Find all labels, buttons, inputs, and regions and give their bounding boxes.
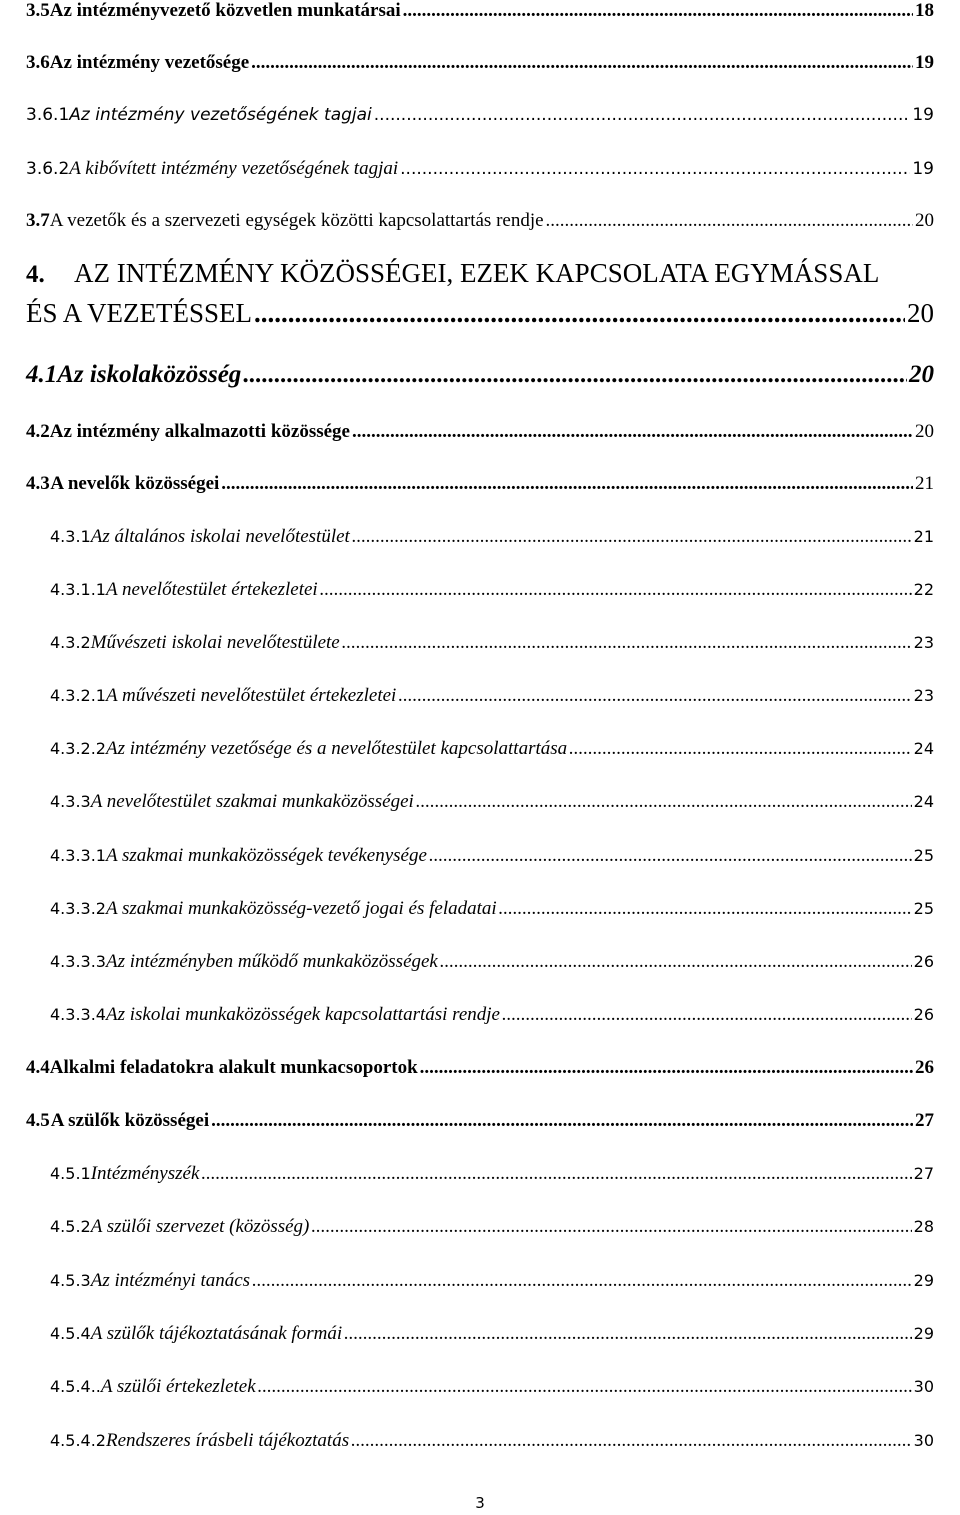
toc-leader-dots xyxy=(311,1216,911,1238)
toc-entry-3-6[interactable] xyxy=(26,52,934,74)
toc-title: Az intézmény alkalmazotti közössége xyxy=(49,421,350,442)
toc-page: 29 xyxy=(913,1271,934,1290)
toc-entry-4-line1[interactable] xyxy=(26,258,934,289)
toc-entry-4-3-1-1[interactable] xyxy=(50,579,934,601)
toc-page: 24 xyxy=(913,739,934,758)
toc-title-continued: ÉS A VEZETÉSSEL xyxy=(26,298,253,328)
toc-entry-4-3-3-1[interactable] xyxy=(50,845,934,867)
toc-page: 19 xyxy=(915,52,934,73)
toc-entry-4-3-2-2[interactable] xyxy=(50,738,934,760)
toc-title: A nevelőtestület értekezletei xyxy=(105,579,318,600)
toc-entry-3-6-2[interactable] xyxy=(26,158,934,180)
toc-leader-dots xyxy=(546,210,913,232)
toc-leader-dots xyxy=(221,473,913,495)
toc-leader-dots xyxy=(258,1376,912,1398)
toc-number: 4.5.1 xyxy=(50,1164,91,1183)
toc-number: 4. xyxy=(26,261,45,288)
toc-number: 3.6.2 xyxy=(26,159,70,179)
toc-entry-3-7[interactable] xyxy=(26,210,934,232)
toc-leader-dots xyxy=(400,159,910,179)
toc-page: 22 xyxy=(913,580,934,599)
toc-leader-dots xyxy=(342,632,912,654)
toc-page: 27 xyxy=(915,1110,934,1131)
toc-page: 20 xyxy=(909,361,934,388)
toc-number: 4.5.4 xyxy=(50,1324,91,1343)
toc-leader-dots xyxy=(420,1057,913,1079)
toc-title: Az iskolaközösség xyxy=(57,361,242,388)
toc-title: A kibővített intézmény vezetőségének tagjai xyxy=(69,158,399,179)
toc-leader-dots xyxy=(440,951,912,973)
toc-title: Művészeti iskolai nevelőtestülete xyxy=(90,632,340,653)
toc-title: Az általános iskolai nevelőtestület xyxy=(90,526,350,547)
toc-number: 3.6 xyxy=(26,52,50,73)
toc-title: A vezetők és a szervezeti egységek közötti kapcsolattartás rendje xyxy=(49,210,544,231)
toc-number: 4.3.3.2 xyxy=(50,899,106,918)
toc-number: 4.4 xyxy=(26,1057,50,1078)
toc-page: 27 xyxy=(913,1164,934,1183)
toc-leader-dots xyxy=(320,579,912,601)
toc-number: 4.3.3 xyxy=(50,792,91,811)
toc-number: 4.5.2 xyxy=(50,1217,91,1236)
toc-page: 25 xyxy=(913,846,934,865)
toc-leader-dots xyxy=(211,1110,913,1132)
toc-leader-dots xyxy=(374,105,911,125)
toc-leader-dots xyxy=(429,845,912,867)
toc-entry-4-line2[interactable] xyxy=(26,298,934,329)
toc-entry-4-3-3-3[interactable] xyxy=(50,951,934,973)
toc-page: 23 xyxy=(913,633,934,652)
toc-entry-4-4[interactable] xyxy=(26,1057,934,1079)
toc-entry-4-2[interactable] xyxy=(26,421,934,443)
toc-page: 20 xyxy=(907,298,934,328)
toc-number: 3.5 xyxy=(26,0,50,21)
toc-number: 4.3.3.1 xyxy=(50,846,106,865)
toc-page: 30 xyxy=(913,1377,934,1396)
toc-entry-4-5-2[interactable] xyxy=(50,1216,934,1238)
toc-entry-4-3-3-2[interactable] xyxy=(50,898,934,920)
toc-title: A szülői értekezletek xyxy=(100,1376,256,1397)
toc-leader-dots xyxy=(344,1323,912,1345)
toc-entry-4-3-3-4[interactable] xyxy=(50,1004,934,1026)
toc-leader-dots xyxy=(201,1163,911,1185)
toc-title: Az iskolai munkaközösségek kapcsolattartási rendje xyxy=(105,1004,500,1025)
toc-number: 4.5.3 xyxy=(50,1271,91,1290)
toc-leader-dots xyxy=(351,1430,912,1452)
toc-entry-4-3[interactable] xyxy=(26,473,934,495)
toc-page: 28 xyxy=(913,1217,934,1236)
toc-entry-4-5[interactable] xyxy=(26,1110,934,1132)
toc-entry-4-5-1[interactable] xyxy=(50,1163,934,1185)
toc-page: 29 xyxy=(913,1324,934,1343)
toc-entry-4-5-4-1[interactable] xyxy=(50,1376,934,1398)
toc-number: 4.3.2 xyxy=(50,633,91,652)
toc-entry-3-6-1[interactable] xyxy=(26,105,934,125)
toc-title: A nevelők közösségei xyxy=(50,473,220,494)
toc-page: 19 xyxy=(912,105,934,125)
toc-page: 21 xyxy=(913,527,934,546)
toc-leader-dots xyxy=(352,421,913,443)
toc-title: A szülők közösségei xyxy=(50,1110,210,1131)
toc-number: 4.5.4.2 xyxy=(50,1431,106,1450)
toc-title: Az intézmény vezetőségének tagjai xyxy=(69,105,372,125)
toc-title: A szakmai munkaközösségek tevékenysége xyxy=(105,845,427,866)
toc-page: 20 xyxy=(915,210,934,231)
toc-entry-4-3-2-1[interactable] xyxy=(50,685,934,707)
toc-entry-4-5-4-2[interactable] xyxy=(50,1430,934,1452)
toc-title: A nevelőtestület szakmai munkaközösségei xyxy=(90,791,414,812)
toc-number: 4.3.3.3 xyxy=(50,952,106,971)
toc-title: Az intézmény vezetősége és a nevelőtestület kapcsolattartása xyxy=(105,738,568,759)
toc-page: 25 xyxy=(913,899,934,918)
toc-leader-dots xyxy=(569,738,912,760)
toc-title: A szakmai munkaközösség-vezető jogai és feladatai xyxy=(105,898,497,919)
toc-leader-dots xyxy=(352,526,912,548)
toc-title: Az intézményben működő munkaközösségek xyxy=(105,951,438,972)
toc-leader-dots xyxy=(254,298,905,329)
toc-number: 4.5 xyxy=(26,1110,50,1131)
toc-title: A művészeti nevelőtestület értekezletei xyxy=(105,685,397,706)
toc-title: Rendszeres írásbeli tájékoztatás xyxy=(105,1430,350,1451)
toc-title: Az intézményi tanács xyxy=(90,1270,251,1291)
toc-entry-4-5-3[interactable] xyxy=(50,1270,934,1292)
toc-entry-3-5[interactable] xyxy=(26,0,934,22)
toc-leader-dots xyxy=(398,685,911,707)
toc-title: AZ INTÉZMÉNY KÖZÖSSÉGEI, EZEK KAPCSOLATA EGYMÁSSAL xyxy=(74,258,880,288)
toc-leader-dots xyxy=(403,0,913,22)
toc-page: 21 xyxy=(915,473,934,494)
page-number: 3 xyxy=(475,1494,485,1512)
toc-leader-dots xyxy=(499,898,912,920)
toc-number: 4.3.1.1 xyxy=(50,580,106,599)
toc-number: 4.2 xyxy=(26,421,50,442)
toc-number: 4.3.1 xyxy=(50,527,91,546)
toc-page: 30 xyxy=(913,1431,934,1450)
toc-number: 4.3 xyxy=(26,473,50,494)
toc-page: 20 xyxy=(915,421,934,442)
toc-number: 4.3.2.1 xyxy=(50,686,106,705)
toc-leader-dots xyxy=(502,1004,912,1026)
toc-title: Intézményszék xyxy=(90,1163,200,1184)
toc-leader-dots xyxy=(243,361,907,389)
toc-page: 18 xyxy=(915,0,934,21)
toc-page: 23 xyxy=(913,686,934,705)
toc-entry-4-3-1[interactable] xyxy=(50,526,934,548)
toc-entry-4-5-4[interactable] xyxy=(50,1323,934,1345)
toc-page: 26 xyxy=(915,1057,934,1078)
toc-entry-4-3-3[interactable] xyxy=(50,791,934,813)
toc-leader-dots xyxy=(252,1270,912,1292)
toc-number: 4.3.3.4 xyxy=(50,1005,106,1024)
toc-page: 24 xyxy=(913,792,934,811)
toc-leader-dots xyxy=(251,52,913,74)
toc-title: Alkalmi feladatokra alakult munkacsoportok xyxy=(49,1057,418,1078)
toc-page: 26 xyxy=(913,1005,934,1024)
toc-entry-4-1[interactable] xyxy=(26,361,934,389)
toc-number: 3.6.1 xyxy=(26,105,70,125)
toc-title: Az intézményvezető közvetlen munkatársai xyxy=(49,0,401,21)
toc-title: Az intézmény vezetősége xyxy=(49,52,250,73)
toc-entry-4-3-2[interactable] xyxy=(50,632,934,654)
toc-page: 19 xyxy=(912,159,934,179)
toc-number: 3.7 xyxy=(26,210,50,231)
toc-number: 4.3.2.2 xyxy=(50,739,106,758)
toc-title: A szülői szervezet (közösség) xyxy=(90,1216,310,1237)
toc-page: 26 xyxy=(913,952,934,971)
toc-number: 4.5.4.. xyxy=(50,1377,101,1396)
toc-number: 4.1 xyxy=(26,361,58,388)
toc-leader-dots xyxy=(416,791,912,813)
toc-title: A szülők tájékoztatásának formái xyxy=(90,1323,343,1344)
